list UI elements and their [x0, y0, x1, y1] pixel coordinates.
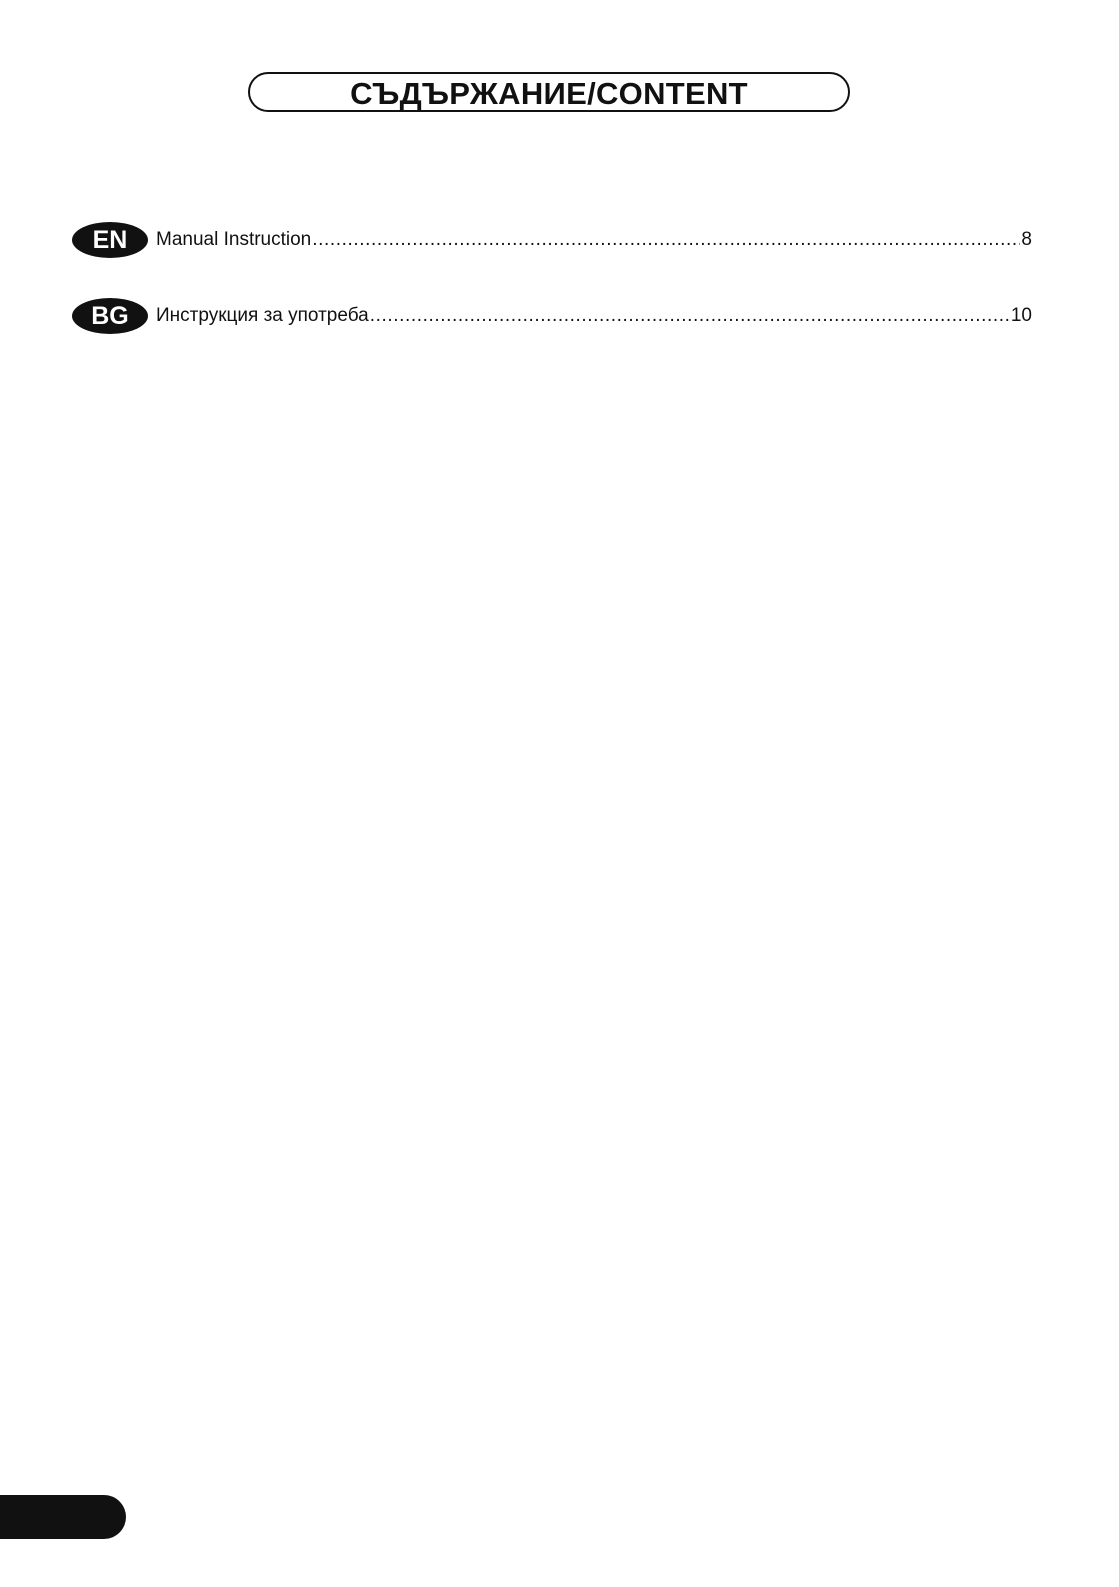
dot-leader — [312, 229, 1020, 251]
toc-entry-line — [156, 305, 1032, 327]
toc-entry-bg[interactable] — [72, 298, 1032, 334]
toc-entry-label: Инструкция за употреба — [156, 305, 369, 326]
dot-leader — [370, 305, 1010, 327]
language-badge-en: EN — [72, 222, 148, 258]
title-frame — [248, 72, 850, 112]
toc-page-number: 10 — [1010, 305, 1032, 326]
page-title: СЪДЪРЖАНИЕ/CONTENT — [350, 75, 748, 111]
toc-entry-label: Manual Instruction — [156, 229, 312, 250]
toc-entry-line — [156, 229, 1032, 251]
page-corner-tab-icon — [0, 1495, 126, 1539]
toc-page-number: 8 — [1021, 229, 1032, 250]
toc-entry-en[interactable] — [72, 222, 1032, 258]
language-badge-bg: BG — [72, 298, 148, 334]
